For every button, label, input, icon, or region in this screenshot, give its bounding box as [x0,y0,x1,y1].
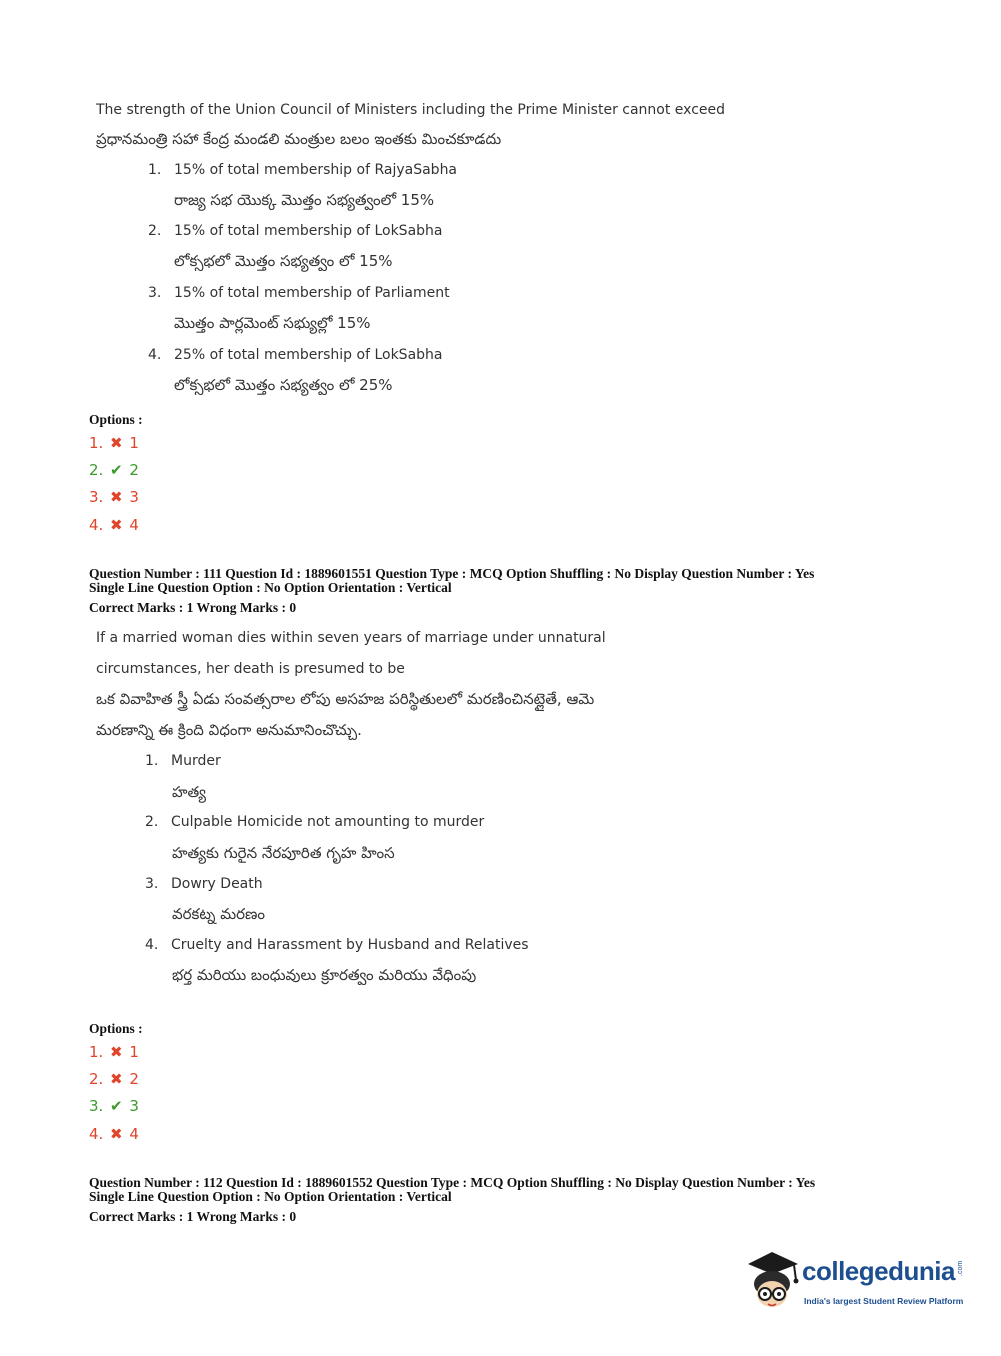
q111-choice-4 [145,937,529,953]
choice-english: 15% of total membership of LokSabha [174,223,443,239]
answer-value: 1 [129,434,139,452]
check-icon: ✔ [110,461,123,479]
q111-choice-3 [145,876,263,892]
q111-stem-english-2: circumstances, her death is presumed to be [96,661,405,677]
answer-value: 1 [129,1043,139,1061]
choice-number: 3. [148,285,162,301]
q110-choice-4 [148,347,443,363]
brand-tagline: India's largest Student Review Platform [804,1296,964,1306]
cross-icon: ✖ [110,516,123,534]
answer-number: 4. [89,516,104,534]
choice-number: 1. [145,753,159,769]
q111-stem-english-1: If a married woman dies within seven years of marriage under unnatural [96,630,606,646]
choice-english: Culpable Homicide not amounting to murder [171,814,485,830]
q110-answer-3 [89,488,139,506]
choice-english: 15% of total membership of Parliament [174,285,450,301]
q111-answer-3 [89,1097,139,1115]
answer-value: 3 [129,488,139,506]
q111-stem-telugu-2: మరణాన్ని ఈ క్రింది విధంగా అనుమానించొచ్చు. [96,721,362,739]
q110-stem-english: The strength of the Union Council of Ministers including the Prime Minister cannot exceed [96,102,726,118]
q110-choice-3-telugu: మొత్తం పార్లమెంట్ సభ్యుల్లో 15% [174,314,371,332]
q110-stem-telugu: ప్రధానమంత్రి సహా కేంద్ర మండలి మంత్రుల బలం ఇంతకు మించకూడదు [96,130,502,148]
choice-number: 2. [145,814,159,830]
q111-marks: Correct Marks : 1 Wrong Marks : 0 [89,600,297,615]
cross-icon: ✖ [110,1070,123,1088]
q111-choice-3-telugu: వరకట్న మరణం [172,905,266,923]
q110-answer-1 [89,434,139,452]
q111-choice-1-telugu: హత్య [172,783,206,801]
q111-options-label: Options : [89,1021,143,1036]
q112-meta-line-2: Single Line Question Option : No Option Orientation : Vertical [89,1189,452,1204]
q110-options-label: Options : [89,412,143,427]
q110-choice-1-telugu: రాజ్య సభ యొక్క మొత్తం సభ్యత్వంలో 15% [174,191,435,209]
mascot-icon [742,1250,802,1312]
choice-number: 4. [148,347,162,363]
brand-name: collegedunia [802,1256,955,1286]
q111-choice-1 [145,753,221,769]
q111-answer-2 [89,1070,139,1088]
q110-choice-4-telugu: లోక్సభలో మొత్తం సభ్యత్వం లో 25% [174,376,393,394]
cross-icon: ✖ [110,434,123,452]
choice-number: 2. [148,223,162,239]
q111-meta-line-2: Single Line Question Option : No Option Orientation : Vertical [89,580,452,595]
choice-number: 4. [145,937,159,953]
choice-english: Murder [171,753,221,769]
q111-answer-4 [89,1125,139,1143]
answer-number: 4. [89,1125,104,1143]
check-icon: ✔ [110,1097,123,1115]
collegedunia-logo [742,1250,972,1312]
choice-english: 25% of total membership of LokSabha [174,347,443,363]
q111-choice-2-telugu: హత్యకు గురైన నేరపూరిత గృహ హింస [172,844,395,862]
choice-number: 3. [145,876,159,892]
cross-icon: ✖ [110,1125,123,1143]
q110-answer-4 [89,516,139,534]
answer-value: 3 [129,1097,139,1115]
q111-choice-2 [145,814,484,830]
choice-english: Dowry Death [171,876,263,892]
choice-english: Cruelty and Harassment by Husband and Relatives [171,937,529,953]
answer-value: 2 [129,461,139,479]
q111-choice-4-telugu: భర్త మరియు బంధువులు క్రూరత్వం మరియు వేధింపు [172,966,477,984]
q110-choice-2 [148,223,443,239]
q110-choice-1 [148,162,457,178]
q112-marks: Correct Marks : 1 Wrong Marks : 0 [89,1209,297,1224]
q112-meta-line-1: Question Number : 112 Question Id : 1889601552 Question Type : MCQ Option Shuffling : No Display Question Number : Yes [89,1175,816,1190]
answer-number: 1. [89,1043,104,1061]
q111-meta-line-1: Question Number : 111 Question Id : 1889601551 Question Type : MCQ Option Shuffling : No Display Question Number : Yes [89,566,815,581]
answer-number: 2. [89,461,104,479]
answer-value: 4 [129,1125,139,1143]
answer-value: 4 [129,516,139,534]
choice-number: 1. [148,162,162,178]
choice-english: 15% of total membership of RajyaSabha [174,162,458,178]
q110-choice-3 [148,285,450,301]
brand-domain: .com [957,1260,964,1276]
q111-stem-telugu-1: ఒక వివాహిత స్త్రీ ఏడు సంవత్సరాల లోపు అసహజ పరిస్థితులలో మరణించినట్లైతే, ఆమె [96,690,595,708]
cross-icon: ✖ [110,1043,123,1061]
answer-number: 2. [89,1070,104,1088]
answer-value: 2 [129,1070,139,1088]
answer-number: 1. [89,434,104,452]
q110-choice-2-telugu: లోక్సభలో మొత్తం సభ్యత్వం లో 15% [174,252,393,270]
answer-number: 3. [89,1097,104,1115]
cross-icon: ✖ [110,488,123,506]
answer-number: 3. [89,488,104,506]
q110-answer-2 [89,461,139,479]
q111-answer-1 [89,1043,139,1061]
